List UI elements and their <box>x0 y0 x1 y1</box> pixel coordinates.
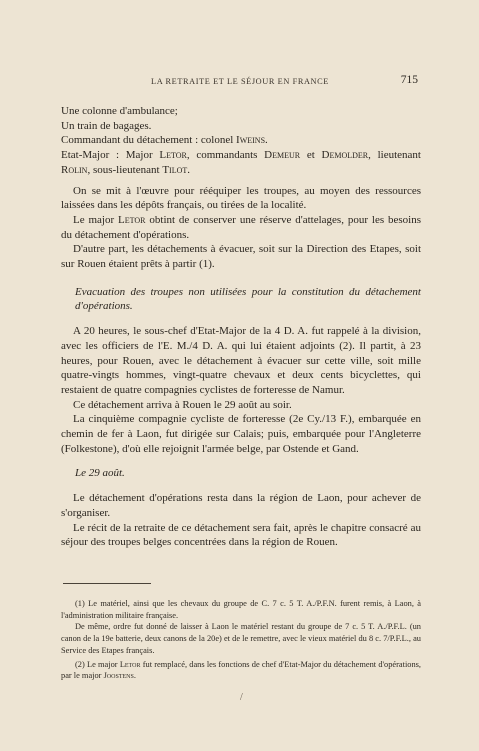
person-name: Letor <box>159 149 187 162</box>
footnote-2: (2) Le major Letor fut remplacé, dans les fonctions de chef d'Etat-Major du détachement d'opérations, par le major Joostens. <box>61 659 421 681</box>
list-line-bagages: Un train de bagages. <box>61 119 152 132</box>
section-title: Evacuation des troupes non utilisées pour la constitution du détachement d'opérations. <box>75 285 421 313</box>
pencil-mark: / <box>240 692 243 703</box>
person-name: Letor <box>118 213 146 226</box>
paragraph-arriva: Ce détachement arriva à Rouen le 29 août au soir. <box>73 398 292 411</box>
running-header: LA RETRAITE ET LE SÉJOUR EN FRANCE <box>151 77 329 86</box>
paragraph-20-heures: A 20 heures, le sous-chef d'Etat-Major de la 4 D. A. fut rappelé à la division, avec les officiers de l'E. M./4 D. A. qui lui étaient adjoints (2). Il partit, à 23 heures, pour Rouen, avec le détachement à évacuer sur cette ville, soit mille quatre-vingts hommes, vingt-quatre chevaux et deux cents bicyclettes, qui restaient de quatre compagnies cyclistes de forteresse de Namur. <box>61 325 421 396</box>
footnote-1: (1) Le matériel, ainsi que les chevaux du groupe de C. 7 c. 5 T. A./P.F.N. furent remis, à Laon, à l'administration militaire française. <box>61 599 421 620</box>
paragraph-detachement: Le détachement d'opérations resta dans la région de Laon, pour achever de s'organiser. <box>61 492 421 519</box>
person-name: Iweins <box>236 134 266 147</box>
footnote-rule <box>63 583 151 584</box>
main-text <box>61 104 421 550</box>
paragraph-cinquieme: La cinquième compagnie cycliste de forteresse (2e Cy./13 F.), embarquée en chemin de fer à Laon, fut dirigée sur Calais; puis, embarquée pour l'Angleterre (Folkestone), d'où elle rejoignit l'armée belge, par Ostende et Gand. <box>61 413 421 455</box>
person-name: Demeur <box>264 149 301 162</box>
person-name: Letor <box>119 659 141 669</box>
footnote-1-continued: De même, ordre fut donné de laisser à Laon le matériel restant du groupe de 7 c. 5 T. A./P.F.L. (un canon de la 19e batterie, deux canons de la 20e) et de le remettre, avec le vieux matériel du 8 c. 7/P.F.L., au Service des Etapes français. <box>61 622 421 655</box>
day-heading: Le 29 août. <box>75 467 125 480</box>
footnotes <box>61 598 421 682</box>
etat-major-line: Etat-Major : Major Letor, commandants Demeur et Demolder, lieutenant Rolin, sous-lieutenant Tilot. <box>61 149 421 176</box>
page-number: 715 <box>400 74 418 86</box>
person-name: Tilot <box>162 163 188 176</box>
paragraph-autre-part: D'autre part, les détachements à évacuer, soit sur la Direction des Etapes, soit sur Rouen étaient prêts à partir (1). <box>61 243 421 271</box>
person-name: Joostens <box>103 671 134 681</box>
paragraph-recit: Le récit de la retraite de ce détachement sera fait, après le chapitre consacré au séjour des troupes belges concentrées dans la région de Rouen. <box>61 521 421 549</box>
paragraph-major-letor: Le major Letor obtint de conserver une réserve d'attelages, pour les besoins du détachement d'opérations. <box>61 213 421 241</box>
person-name: Rolin <box>61 163 88 176</box>
person-name: Demolder <box>321 149 369 162</box>
paragraph-oeuvre: On se mit à l'œuvre pour rééquiper les troupes, au moyen des ressources laissées dans les dépôts français, ou tirées de la localité. <box>61 184 421 212</box>
commandant-line: Commandant du détachement : colonel Iweins. <box>61 134 268 147</box>
list-line-ambulance: Une colonne d'ambulance; <box>61 105 178 117</box>
